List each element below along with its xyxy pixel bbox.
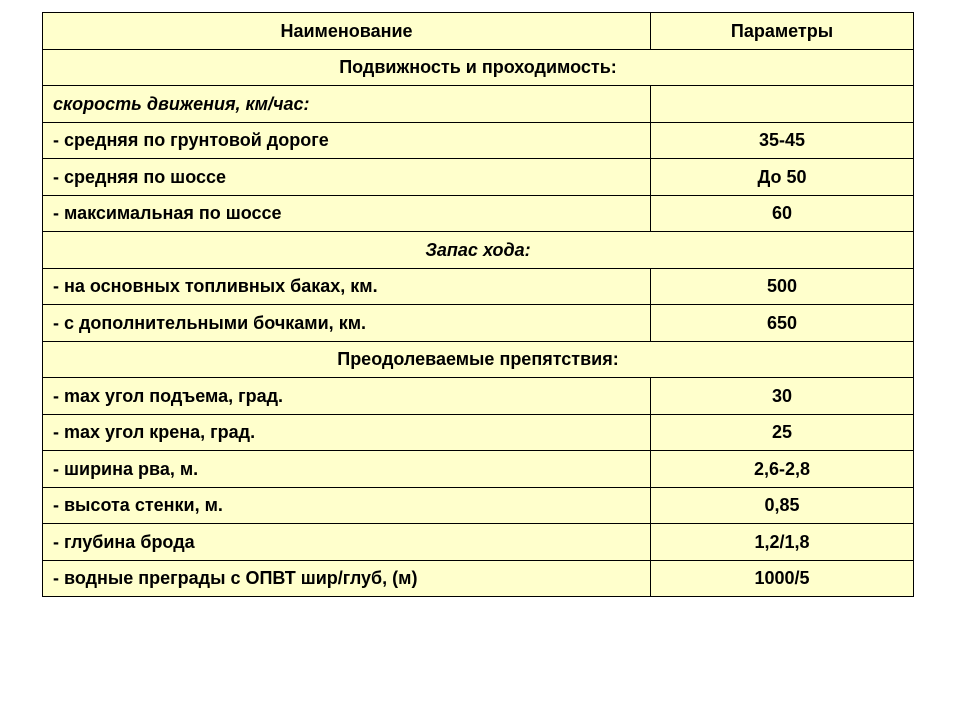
- table-row: [43, 195, 914, 232]
- table-row: [43, 524, 914, 561]
- parameter-name: - с дополнительными бочками, км.: [43, 305, 651, 342]
- parameter-name: - водные преграды с ОПВТ шир/глуб, (м): [43, 560, 651, 597]
- table-row: [43, 378, 914, 415]
- parameter-value: 35-45: [651, 122, 914, 159]
- header-name: Наименование: [43, 13, 651, 50]
- table-row: [43, 86, 914, 123]
- parameter-value: До 50: [651, 159, 914, 196]
- parameter-value: 0,85: [651, 487, 914, 524]
- parameter-value: 650: [651, 305, 914, 342]
- parameter-value: 1000/5: [651, 560, 914, 597]
- parameter-name: - ширина рва, м.: [43, 451, 651, 488]
- table-row: [43, 487, 914, 524]
- parameter-value: 25: [651, 414, 914, 451]
- parameter-value: [651, 86, 914, 123]
- parameter-value: 500: [651, 268, 914, 305]
- section-title: Запас хода:: [43, 232, 914, 269]
- section-title: Преодолеваемые препятствия:: [43, 341, 914, 378]
- table-header-row: [43, 13, 914, 50]
- table-row: [43, 414, 914, 451]
- header-params: Параметры: [651, 13, 914, 50]
- section-title: Подвижность и проходимость:: [43, 49, 914, 86]
- section-row: [43, 341, 914, 378]
- parameter-name: - max угол крена, град.: [43, 414, 651, 451]
- table-row: [43, 122, 914, 159]
- table-row: [43, 451, 914, 488]
- parameter-name: - на основных топливных баках, км.: [43, 268, 651, 305]
- parameter-value: 2,6-2,8: [651, 451, 914, 488]
- section-row: [43, 49, 914, 86]
- section-row: [43, 232, 914, 269]
- parameter-name: скорость движения, км/час:: [43, 86, 651, 123]
- parameter-name: - глубина брода: [43, 524, 651, 561]
- specifications-table: [42, 12, 914, 597]
- table-row: [43, 159, 914, 196]
- table-row: [43, 305, 914, 342]
- parameter-value: 60: [651, 195, 914, 232]
- table-row: [43, 268, 914, 305]
- table-row: [43, 560, 914, 597]
- parameter-value: 1,2/1,8: [651, 524, 914, 561]
- parameter-name: - max угол подъема, град.: [43, 378, 651, 415]
- parameter-name: - средняя по грунтовой дороге: [43, 122, 651, 159]
- parameter-name: - средняя по шоссе: [43, 159, 651, 196]
- parameter-value: 30: [651, 378, 914, 415]
- parameter-name: - максимальная по шоссе: [43, 195, 651, 232]
- table-body: [43, 49, 914, 597]
- parameter-name: - высота стенки, м.: [43, 487, 651, 524]
